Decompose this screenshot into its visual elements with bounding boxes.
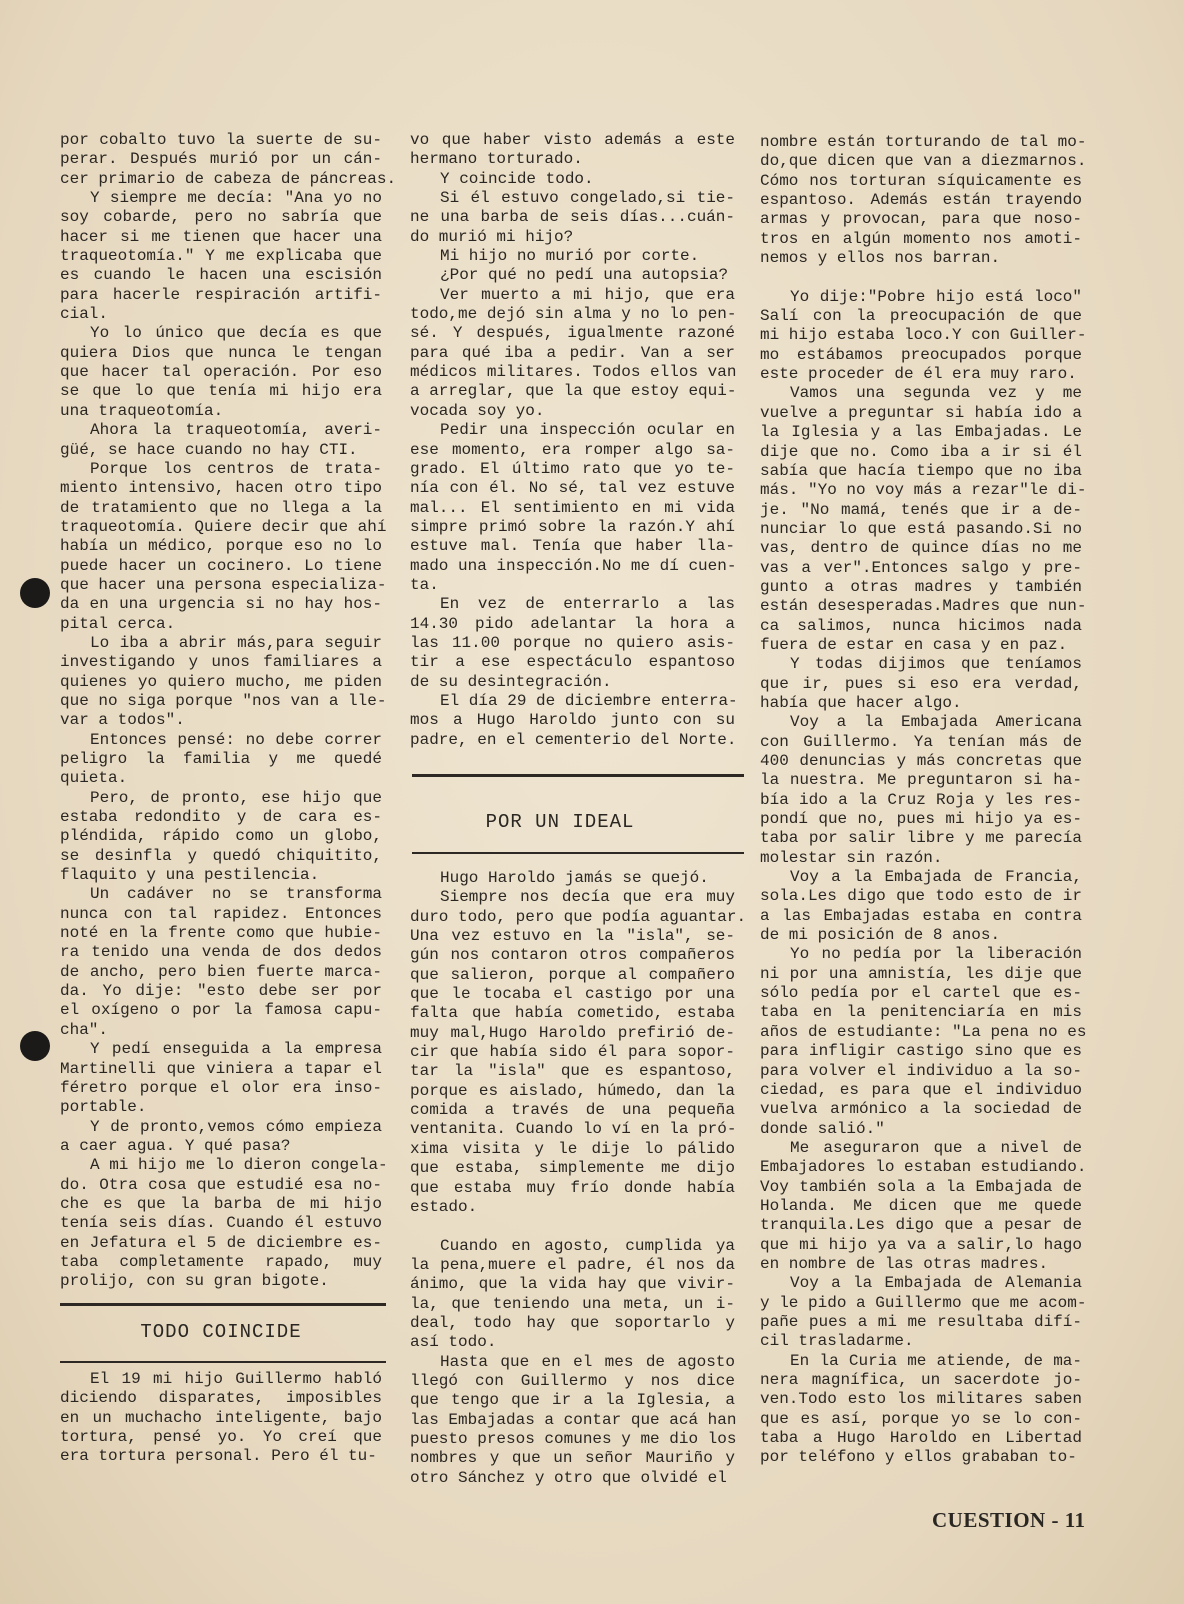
text-line: Holanda. Me dicen que me quede <box>760 1196 1082 1215</box>
text-line: médicos militares. Todos ellos van <box>410 363 737 382</box>
text-line: para volver el individuo a la so- <box>760 1061 1082 1080</box>
text-line: se desinfla y quedó chiquitito, <box>60 846 382 865</box>
column-2-text-continued <box>410 869 747 1488</box>
binder-hole <box>20 1031 50 1061</box>
text-line: Y pedí enseguida a la empresa <box>90 1040 382 1059</box>
text-line: espantoso. Además están trayendo <box>760 191 1082 210</box>
text-line: que mi hijo ya va a salir,lo hago <box>760 1235 1082 1254</box>
text-line: Voy a la Embajada de Alemania <box>790 1274 1082 1293</box>
text-line: es cuando le hacen una escisión <box>60 266 382 285</box>
text-line: gún nos contaron otros compañeros <box>410 946 735 965</box>
text-line: ese momento, era romper algo sa- <box>410 440 735 459</box>
text-line: Si él estuvo congelado,si tie- <box>440 189 735 208</box>
text-line: vocada soy yo. <box>410 401 545 420</box>
text-line: Voy a la Embajada Americana <box>790 713 1082 732</box>
text-line: nombres y que un señor Mauriño y <box>410 1449 735 1468</box>
text-line: noté en la frente como que hubie- <box>60 924 382 943</box>
text-line: Embajadores lo estaban estudiando. <box>760 1158 1087 1177</box>
text-line: do. Otra cosa que estudié esa no- <box>60 1175 382 1194</box>
text-line: padre, en el cementerio del Norte. <box>410 730 737 749</box>
column-2-text <box>410 131 738 750</box>
text-line: Mi hijo no murió por corte. <box>440 247 700 266</box>
text-line: je. "No mamá, tenés que ir a de- <box>760 500 1082 519</box>
text-line: gunto a otras madres y también <box>760 577 1082 596</box>
text-line: había que hacer algo. <box>760 693 962 712</box>
text-line: el oxígeno o por la famosa capu- <box>60 1001 382 1020</box>
text-line: Voy también sola a la Embajada de <box>760 1177 1082 1196</box>
column-1-text-continued <box>60 1370 382 1467</box>
text-line: tros en algún momento nos amoti- <box>760 229 1082 248</box>
text-line: la, que teniendo una meta, un i- <box>410 1294 735 1313</box>
text-line: ventanita. Cuando lo ví en la pró- <box>410 1120 737 1139</box>
text-line: 14.30 pido adelantar la hora a <box>410 614 735 633</box>
text-line: donde salió." <box>760 1119 885 1138</box>
text-line: En vez de enterrarlo a las <box>440 595 735 614</box>
text-line: taba en la penitenciaría en mis <box>760 1003 1082 1022</box>
text-line: quiera Dios que nunca le tengan <box>60 343 382 362</box>
text-line: Vamos una segunda vez y me <box>790 384 1082 403</box>
text-line: para infligir castigo sino que es <box>760 1042 1082 1061</box>
section-rule <box>412 774 744 777</box>
text-line: a caer agua. Y qué pasa? <box>60 1136 291 1155</box>
text-line: Pero, de pronto, ese hijo que <box>90 788 382 807</box>
text-line: a arreglar, que la que estoy equi- <box>410 382 737 401</box>
text-line: El 19 mi hijo Guillermo habló <box>90 1370 382 1388</box>
text-line: Salí con la preocupación de que <box>760 307 1082 326</box>
text-line: Ahora la traqueotomía, averi- <box>90 421 382 440</box>
text-line: Un cadáver no se transforma <box>90 885 382 904</box>
text-line: estado. <box>410 1197 478 1216</box>
text-line: da en una urgencia si no hay hos- <box>60 595 382 614</box>
text-line: porque es aislado, húmedo, dan la <box>410 1081 735 1100</box>
text-line: ánimo, que la vida hay que vivir- <box>410 1275 735 1294</box>
text-line: nunca con tal rapidez. Entonces <box>60 904 382 923</box>
text-line: da. Yo dije: "esto debe ser por <box>60 982 382 1001</box>
text-line: nera magnífica, un sacerdote jo- <box>760 1371 1082 1389</box>
text-line: hacer si me tienen que hacer una <box>60 227 382 246</box>
text-line: ciedad, es para que el individuo <box>760 1080 1082 1099</box>
text-line: vo que haber visto además a este <box>410 131 735 149</box>
text-line: muy mal,Hugo Haroldo prefirió de- <box>410 1023 735 1042</box>
text-line: de tratamiento que no llega a la <box>60 498 382 517</box>
blank-line <box>760 268 1082 287</box>
text-line: en Jefatura el 5 de diciembre es- <box>60 1233 382 1252</box>
text-line: y le pido a Guillermo que me acom- <box>760 1293 1087 1312</box>
text-line: sabía que hacía tiempo que no iba <box>760 461 1082 480</box>
text-line: vas, dentro de quince días no me <box>760 539 1082 558</box>
text-line: en nombre de las otras madres. <box>760 1254 1049 1273</box>
text-line: ¿Por qué no pedí una autopsia? <box>440 266 729 285</box>
text-line: soy cobarde, pero no sabría que <box>60 208 382 227</box>
text-line: mal... El sentimiento en mi vida <box>410 498 735 517</box>
text-line: tir a ese espectáculo espantoso <box>410 653 735 672</box>
section-heading-por-un-ideal: POR UN IDEAL <box>485 811 635 833</box>
text-line: que hacer una persona especializa- <box>60 575 387 594</box>
text-line: en un muchacho inteligente, bajo <box>60 1408 382 1427</box>
text-line: Yo lo único que decía es que <box>90 324 382 343</box>
text-line: traqueotomía. Quiere decir que ahí <box>60 517 387 536</box>
text-line: cir que había sido él para sopor- <box>410 1043 735 1062</box>
text-line: años de estudiante: "La pena no es <box>760 1022 1087 1041</box>
text-line: tenía seis días. Cuando él estuvo <box>60 1214 382 1233</box>
text-line: pital cerca. <box>60 614 176 633</box>
text-line: para qué iba a pedir. Van a ser <box>410 343 735 362</box>
text-line: En la Curia me atiende, de ma- <box>790 1351 1082 1370</box>
text-line: tar la "isla" que es espantoso, <box>410 1062 735 1081</box>
text-line: féretro porque el olor era inso- <box>60 1078 382 1097</box>
text-line: sola.Les digo que todo esto de ir <box>760 887 1082 906</box>
text-line: de su desintegración. <box>410 672 612 691</box>
text-line: están desesperadas.Madres que nun- <box>760 597 1087 616</box>
text-line: de ancho, pero bien fuerte marca- <box>60 962 382 981</box>
text-line: ne una barba de seis días...cuán- <box>410 208 735 227</box>
text-line: ni por una amnistía, les dije que <box>760 964 1082 983</box>
text-line: que es así, porque yo se lo con- <box>760 1409 1082 1428</box>
blank-line <box>410 1217 735 1236</box>
text-line: che es que la barba de mi hijo <box>60 1194 382 1213</box>
text-line: A mi hijo me lo dieron congela- <box>90 1156 388 1175</box>
text-line: más. "Yo no voy más a rezar"le di- <box>760 481 1087 500</box>
text-line: mi hijo estaba loco.Y con Guiller- <box>760 326 1087 345</box>
text-line: mos a Hugo Haroldo junto con su <box>410 711 735 730</box>
text-line: que le tocaba el castigo por una <box>410 985 735 1004</box>
text-line: peligro la familia y me quedé <box>60 750 382 768</box>
text-line: cil trasladarme. <box>760 1332 914 1351</box>
text-line: Pedir una inspección ocular en <box>440 421 735 440</box>
text-line: Voy a la Embajada de Francia, <box>790 868 1082 887</box>
text-line: vuelve a preguntar si había ido a <box>760 403 1082 422</box>
text-line: Martinelli que viniera a tapar el <box>60 1059 382 1078</box>
section-rule <box>60 1303 386 1306</box>
text-line: pondí que no, pues mi hijo ya es- <box>760 810 1082 829</box>
text-line: la Iglesia y a las Embajadas. Le <box>760 423 1082 442</box>
text-line: Y todas dijimos que teníamos <box>790 655 1082 674</box>
text-line: de mi posición de 8 anos. <box>760 926 1001 945</box>
text-line: nemos y ellos nos barran. <box>760 249 1001 268</box>
text-line: taba completamente rapado, muy <box>60 1252 382 1271</box>
text-line: por teléfono y ellos grababan to- <box>760 1448 1077 1467</box>
text-line: Y de pronto,vemos cómo empieza <box>90 1117 382 1136</box>
text-line: las 11.00 porque no quiero asis- <box>410 633 735 652</box>
text-line: hermano torturado. <box>410 150 583 169</box>
text-line: que no siga porque "nos van a lle- <box>60 691 387 710</box>
text-line: flaquito y una pestilencia. <box>60 866 320 885</box>
text-line: güé, se hace cuando no hay CTI. <box>60 440 358 459</box>
text-line: Hasta que en el mes de agosto <box>440 1352 735 1371</box>
text-line: fuera de estar en casa y en paz. <box>760 635 1068 654</box>
text-line: estaba redondito y de cara es- <box>60 808 382 827</box>
text-line: la pena,muere el padre, él nos da <box>410 1255 735 1274</box>
text-line: este proceder de él era muy raro. <box>760 365 1077 384</box>
text-line: así todo. <box>410 1333 497 1352</box>
text-line: taba por salir libre y me parecía <box>760 829 1082 848</box>
text-line: 400 denuncias y más concretas que <box>760 752 1082 770</box>
text-line: que tengo que ir a la Iglesia, a <box>410 1391 735 1410</box>
text-line: la nuestra. Me preguntaron si ha- <box>760 771 1082 790</box>
text-line: las Embajadas a contar que acá han <box>410 1410 737 1429</box>
text-line: Me aseguraron que a nivel de <box>790 1138 1082 1157</box>
text-line: El día 29 de diciembre enterra- <box>440 691 738 710</box>
page-folio: CUESTION - 11 <box>932 1508 1086 1532</box>
binder-hole <box>20 578 50 608</box>
text-line: Ver muerto a mi hijo, que era <box>440 285 735 304</box>
text-line: var a todos". <box>60 711 185 730</box>
text-line: falta que había cometido, estaba <box>410 1004 735 1023</box>
text-line: duro todo, pero que podía aguantar. <box>410 907 747 926</box>
text-line: estuve mal. Tenía que haber lla- <box>410 537 735 556</box>
text-line: portable. <box>60 1098 147 1117</box>
text-line: llegó con Guillermo y nos dice <box>410 1371 735 1390</box>
text-line: simpre primó sobre la razón.Y ahí <box>410 517 735 536</box>
text-line: Siempre nos decía que era muy <box>440 888 735 907</box>
text-line: prolijo, con su gran bigote. <box>60 1272 329 1291</box>
text-line: que salieron, porque al compañero <box>410 965 735 984</box>
text-line: tranquila.Les digo que a pesar de <box>760 1216 1082 1235</box>
text-line: cial. <box>60 305 109 324</box>
text-line: nombre están torturando de tal mo- <box>760 133 1087 151</box>
text-line: cer primario de cabeza de páncreas. <box>60 169 397 188</box>
text-line: perar. Después murió por un cán- <box>60 150 382 169</box>
text-line: ven.Todo esto los militares saben <box>760 1390 1082 1409</box>
text-line: do,que dicen que van a diezmarnos. <box>760 152 1087 171</box>
text-line: por cobalto tuvo la suerte de su- <box>60 131 382 149</box>
section-rule <box>60 1361 386 1363</box>
text-line: con Guillermo. Ya tenían más de <box>760 732 1082 751</box>
text-line: tortura, pensé yo. Yo creí que <box>60 1428 382 1447</box>
text-line: nía con él. No sé, tal vez estuve <box>410 479 735 498</box>
text-line: puede hacer un cocinero. Lo tiene <box>60 556 382 575</box>
text-line: que estaba, simplemente me dijo <box>410 1159 735 1178</box>
text-line: vas a ver".Entonces salgo y pre- <box>760 558 1082 577</box>
text-line: mo estábamos preocupados porque <box>760 345 1082 364</box>
text-line: Lo iba a abrir más,para seguir <box>90 633 382 652</box>
text-line: armas y provocan, para que noso- <box>760 210 1082 229</box>
text-line: ta. <box>410 575 439 594</box>
text-line: sé. Y después, igualmente razoné <box>410 324 735 343</box>
text-line: Cuando en agosto, cumplida ya <box>440 1236 735 1255</box>
text-line: comida a través de una pequeña <box>410 1101 735 1120</box>
text-line: era tortura personal. Pero él tu- <box>60 1447 377 1466</box>
text-line: vuelva armónico a la sociedad de <box>760 1100 1082 1119</box>
text-line: ra tenido una venda de dos dedos <box>60 943 382 962</box>
text-line: dije que no. Como iba a ir si él <box>760 442 1082 461</box>
text-line: Cómo nos torturan síquicamente es <box>760 171 1082 190</box>
text-line: se que lo que tenía mi hijo era <box>60 382 382 401</box>
text-line: diciendo disparates, imposibles <box>60 1389 382 1408</box>
text-line: mado una inspección.No me dí cuen- <box>410 556 737 575</box>
text-line: xima visita y le dije lo pálido <box>410 1139 735 1158</box>
text-line: Y coincide todo. <box>440 169 594 188</box>
text-line: Yo no pedía por la liberación <box>790 945 1082 964</box>
text-line: Y siempre me decía: "Ana yo no <box>90 189 382 208</box>
text-line: Entonces pensé: no debe correr <box>90 730 382 749</box>
text-line: pañe pues a mi me resultaba difí- <box>760 1312 1082 1331</box>
text-line: nunciar lo que está pasando.Si no <box>760 519 1082 538</box>
column-1-text <box>60 131 397 1292</box>
text-line: quienes yo quiero mucho, me piden <box>60 672 382 691</box>
text-line: Una vez estuvo en la "isla", se- <box>410 927 735 946</box>
text-line: Hugo Haroldo jamás se quejó. <box>440 869 709 887</box>
text-line: investigando y unos familiares a <box>60 653 382 672</box>
text-line: para hacerle respiración artifi- <box>60 285 382 304</box>
text-line: taba a Hugo Haroldo en Libertad <box>760 1429 1082 1448</box>
text-line: traqueotomía." Y me explicaba que <box>60 247 382 266</box>
text-line: había un médico, porque eso no lo <box>60 537 382 556</box>
text-line: puesto presos comunes y me dio los <box>410 1429 737 1448</box>
text-line: molestar sin razón. <box>760 848 943 867</box>
text-line: cha". <box>60 1020 109 1039</box>
text-line: a las Embajadas estaba en contra <box>760 906 1082 925</box>
text-line: Porque los centros de trata- <box>90 459 382 478</box>
text-line: todo,me dejó sin alma y no lo pen- <box>410 305 737 324</box>
text-line: pléndida, rápido como un globo, <box>60 827 382 846</box>
text-line: que ir, pues si eso era verdad, <box>760 674 1082 693</box>
text-line: sólo pedía por el cartel que es- <box>760 984 1082 1003</box>
text-line: deal, todo hay que soportarlo y <box>410 1313 735 1332</box>
text-line: una traqueotomía. <box>60 401 224 420</box>
text-line: quieta. <box>60 769 128 788</box>
section-heading-todo-coincide: TODO COINCIDE <box>140 1321 302 1343</box>
section-rule <box>412 852 744 854</box>
text-line: bía ido a la Cruz Roja y les res- <box>760 790 1082 809</box>
text-line: que estaba muy frío donde había <box>410 1178 735 1197</box>
column-3-text <box>760 133 1087 1468</box>
text-line: grado. El último rato que yo te- <box>410 459 735 478</box>
text-line: otro Sánchez y otro que olvidé el <box>410 1468 727 1487</box>
text-line: que hacer tal operación. Por eso <box>60 363 382 382</box>
text-line: ca salimos, nunca hicimos nada <box>760 616 1082 635</box>
text-line: Yo dije:"Pobre hijo está loco" <box>790 287 1082 306</box>
text-line: do murió mi hijo? <box>410 227 574 246</box>
text-line: miento intensivo, hacen otro tipo <box>60 479 382 498</box>
